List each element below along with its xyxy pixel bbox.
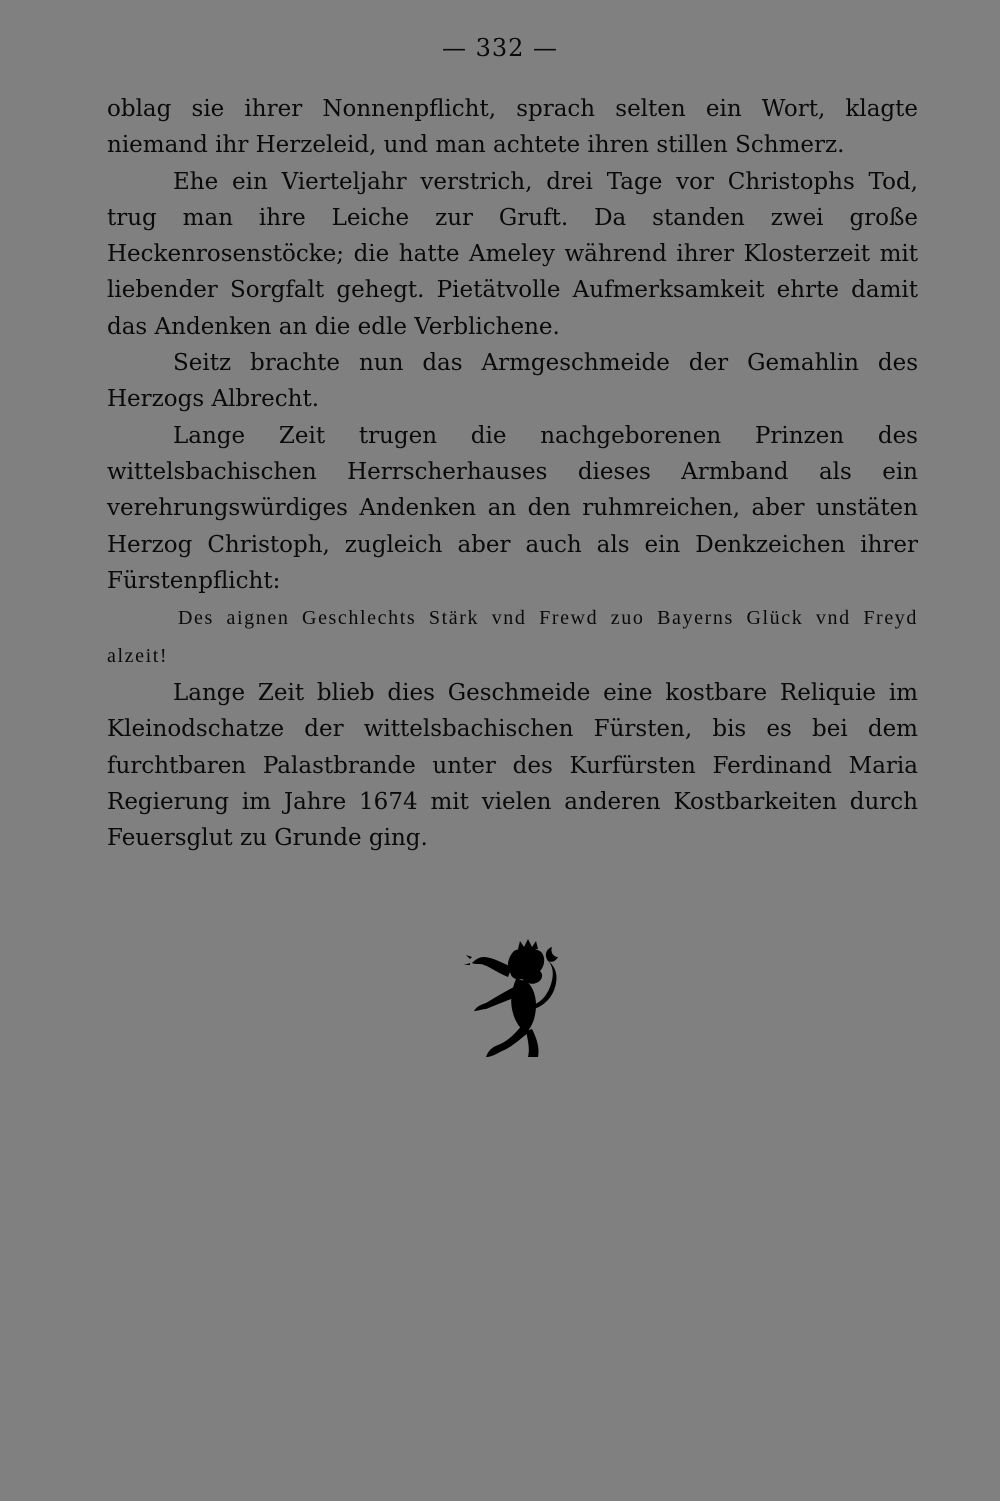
paragraph: Seitz brachte nun das Armgeschmeide der Gemahlin des Herzogs Albrecht. — [107, 350, 918, 413]
body-text — [107, 91, 918, 857]
quotation: Des aignen Geschlechts Stärk vnd Frewd zuo Bayerns Glück vnd Freyd alzeit! — [107, 607, 918, 668]
page-number: — 332 — — [441, 34, 559, 62]
heraldic-lion-icon — [462, 933, 572, 1061]
paragraph: Ehe ein Vierteljahr verstrich, drei Tage vor Christophs Tod, trug man ihre Leiche zur Gruft. Da standen zwei große Heckenrosenstöcke; die hatte Ameley während ihrer Klosterzeit mit liebender Sorgfalt gehegt. Pietätvolle Aufmerksamkeit ehrte damit das Andenken an die edle Verblichene. — [107, 168, 918, 340]
paragraph-continuation: oblag sie ihrer Nonnenpflicht, sprach selten ein Wort, klagte niemand ihr Herzeleid, und man achtete ihren stillen Schmerz. — [107, 96, 918, 159]
paragraph: Lange Zeit trugen die nachgeborenen Prinzen des wittelsbachischen Herrscherhauses dieses Armband als ein verehrungswürdiges Andenken an den ruhmreichen, aber unstäten Herzog Christoph, zugleich aber auch als ein Denkzeichen ihrer Fürstenpflicht: — [107, 422, 918, 594]
paragraph: Lange Zeit blieb dies Geschmeide eine kostbare Reliquie im Kleinodschatze der wittelsbachischen Fürsten, bis es bei dem furchtbaren Palastbrande unter des Kurfürsten Ferdinand Maria Regierung im Jahre 1674 mit vielen anderen Kostbarkeiten durch Feuersglut zu Grunde ging. — [107, 680, 918, 852]
